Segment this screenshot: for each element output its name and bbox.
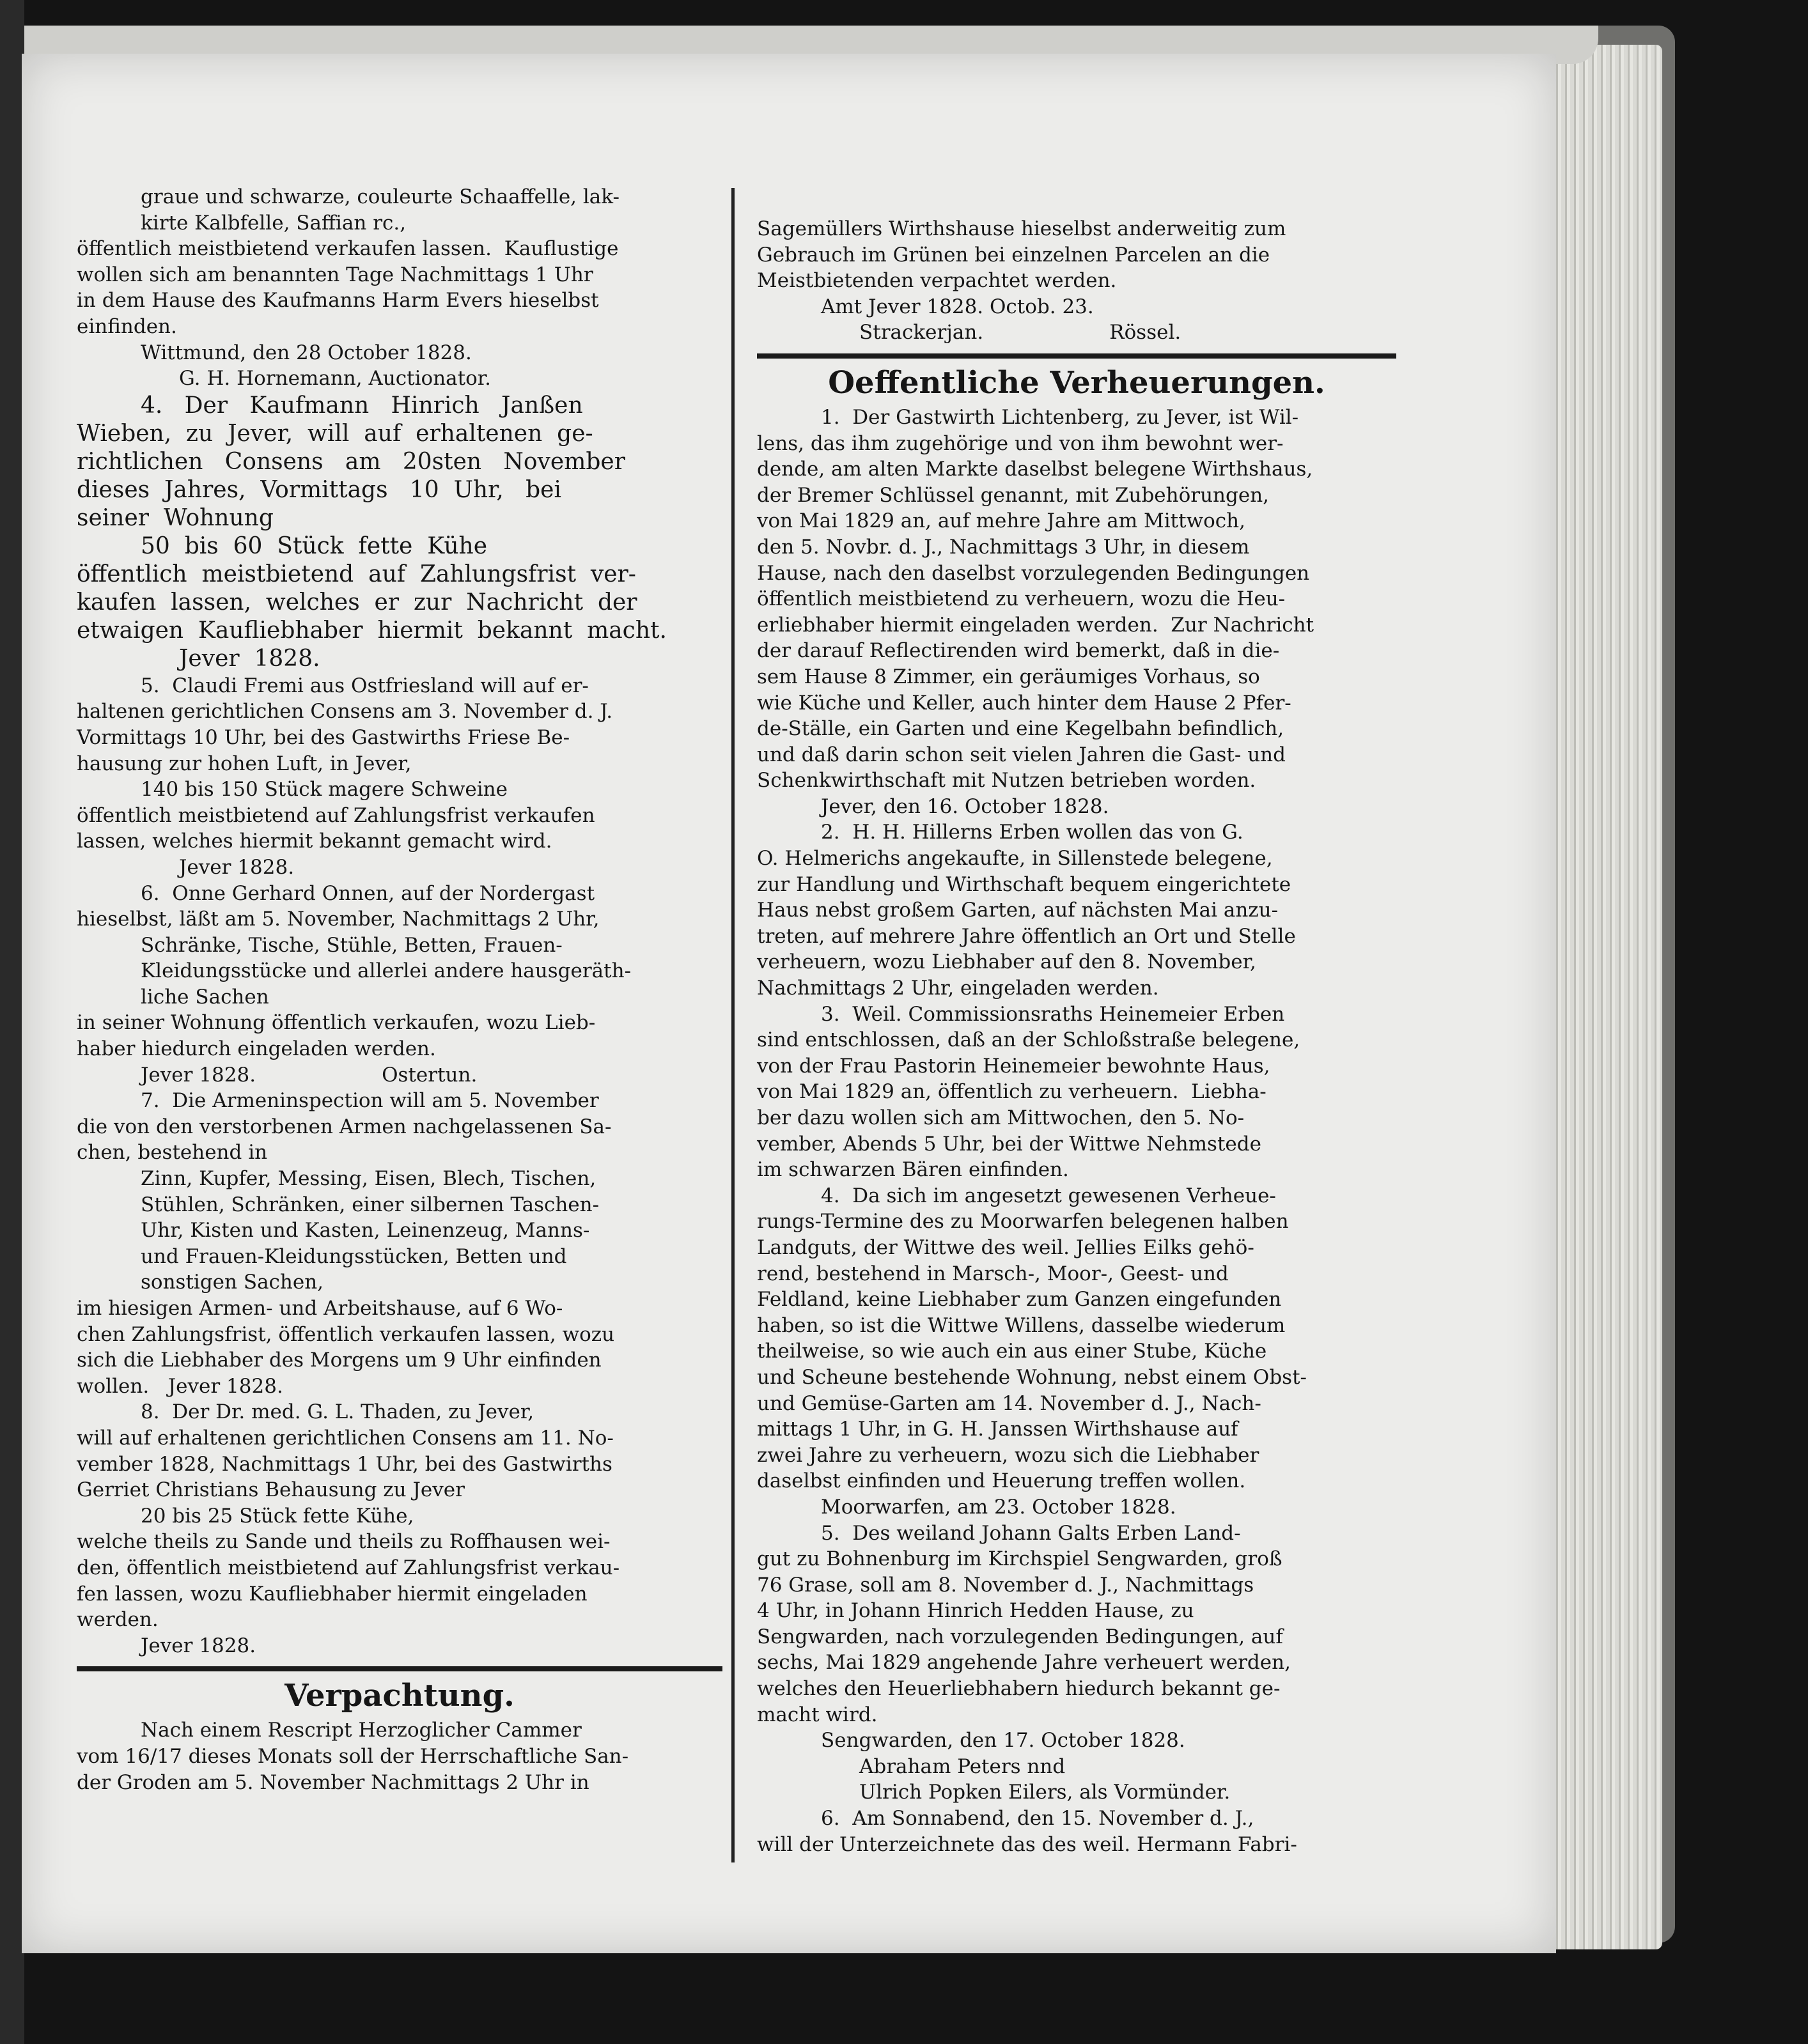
left-line: haber hiedurch eingeladen werden. <box>77 1037 436 1061</box>
left-line: öffentlich meistbietend verkaufen lassen. Kauflustige <box>77 237 619 261</box>
left-line: welche theils zu Sande und theils zu Roffhausen wei- <box>77 1530 611 1554</box>
right-line: Ulrich Popken Eilers, als Vormünder. <box>859 1781 1231 1804</box>
right-line: daselbst einfinden und Heuerung treffen wollen. <box>757 1469 1246 1493</box>
left-line: hieselbst, läßt am 5. November, Nachmittags 2 Uhr, <box>77 908 600 931</box>
section-rule <box>757 353 1396 359</box>
right-line: der darauf Reflectirenden wird bemerkt, daß in die- <box>757 639 1280 663</box>
right-line: vember, Abends 5 Uhr, bei der Wittwe Nehmstede <box>757 1132 1261 1156</box>
left-line: Jever 1828. <box>141 1634 256 1657</box>
left-line: will auf erhaltenen gerichtlichen Consens am 11. No- <box>77 1426 614 1450</box>
right-line: 4. Da sich im angesetzt gewesenen Verheue- <box>821 1184 1276 1207</box>
left-line: Wieben, zu Jever, will auf erhaltenen ge- <box>77 420 593 447</box>
left-after-line: vom 16/17 dieses Monats soll der Herrschaftliche San- <box>77 1744 629 1768</box>
right-column <box>757 216 1396 1857</box>
right-line: Haus nebst großem Garten, auf nächsten Mai anzu- <box>757 899 1279 922</box>
right-line: ber dazu wollen sich am Mittwochen, den 5. No- <box>757 1106 1245 1129</box>
right-line: mittags 1 Uhr, in G. H. Janssen Wirthshause auf <box>757 1418 1238 1441</box>
newspaper-page <box>22 54 1556 1953</box>
right-line: 1. Der Gastwirth Lichtenberg, zu Jever, ist Wil- <box>821 405 1299 429</box>
right-top-line: Sagemüllers Wirthshause hieselbst anderweitig zum <box>757 217 1286 240</box>
left-line: Zinn, Kupfer, Messing, Eisen, Blech, Tischen, <box>141 1167 596 1191</box>
left-after-line: der Groden am 5. November Nachmittags 2 Uhr in <box>77 1770 589 1794</box>
left-line: graue und schwarze, couleurte Schaaffelle, lak- <box>141 185 620 208</box>
left-line: und Frauen-Kleidungsstücken, Betten und <box>141 1244 567 1268</box>
left-line: kaufen lassen, welches er zur Nachricht der <box>77 589 637 616</box>
right-line: 5. Des weiland Johann Galts Erben Land- <box>821 1521 1241 1545</box>
right-line: rungs-Termine des zu Moorwarfen belegenen halben <box>757 1210 1289 1234</box>
right-top-line: Gebrauch im Grünen bei einzelnen Parcelen an die <box>757 243 1270 267</box>
right-top-line: Meistbietenden verpachtet werden. <box>757 269 1117 293</box>
book-spine <box>0 0 24 2044</box>
right-line: im schwarzen Bären einfinden. <box>757 1158 1069 1182</box>
right-line: Hause, nach den daselbst vorzulegenden Bedingungen <box>757 561 1310 585</box>
right-line: sechs, Mai 1829 angehende Jahre verheuert werden, <box>757 1651 1291 1675</box>
right-line: gut zu Bohnenburg im Kirchspiel Sengwarden, groß <box>757 1547 1282 1571</box>
left-line: 50 bis 60 Stück fette Kühe <box>141 532 488 559</box>
right-line: haben, so ist die Wittwe Willens, dasselbe wiederum <box>757 1313 1286 1337</box>
right-line: Sengwarden, den 17. October 1828. <box>821 1729 1185 1753</box>
left-line: sonstigen Sachen, <box>141 1271 324 1294</box>
left-line: in dem Hause des Kaufmanns Harm Evers hieselbst <box>77 289 599 313</box>
right-line: welches den Heuerliebhabern hiedurch bekannt ge- <box>757 1677 1281 1701</box>
left-heading: Verpachtung. <box>284 1678 515 1714</box>
left-column <box>77 184 722 1795</box>
right-line: Landguts, der Wittwe des weil. Jellies Eilks gehö- <box>757 1235 1254 1259</box>
right-line: der Bremer Schlüssel genannt, mit Zubehörungen, <box>757 483 1270 507</box>
left-line: lassen, welches hiermit bekannt gemacht wird. <box>77 830 552 853</box>
left-line: wollen sich am benannten Tage Nachmittags 1 Uhr <box>77 263 593 286</box>
right-line: wie Küche und Keller, auch hinter dem Hause 2 Pfer- <box>757 691 1291 715</box>
right-line: sind entschlossen, daß an der Schloßstraße belegene, <box>757 1028 1300 1052</box>
right-line: treten, auf mehrere Jahre öffentlich an Ort und Stelle <box>757 924 1296 948</box>
right-line: Jever, den 16. October 1828. <box>821 794 1109 818</box>
left-line: in seiner Wohnung öffentlich verkaufen, wozu Lieb- <box>77 1011 596 1035</box>
right-line: rend, bestehend in Marsch-, Moor-, Geest- und <box>757 1262 1229 1285</box>
left-line: wollen. Jever 1828. <box>77 1374 283 1398</box>
left-line: Vormittags 10 Uhr, bei des Gastwirths Friese Be- <box>77 725 570 749</box>
left-line: im hiesigen Armen- und Arbeitshause, auf 6 Wo- <box>77 1297 563 1320</box>
left-line: 6. Onne Gerhard Onnen, auf der Nordergast <box>141 881 595 905</box>
left-line: Stühlen, Schränken, einer silbernen Taschen- <box>141 1193 600 1216</box>
column-divider <box>731 188 735 1862</box>
right-line: zwei Jahre zu verheuern, wozu sich die Liebhaber <box>757 1443 1259 1467</box>
left-line: Jever 1828. Ostertun. <box>141 1063 478 1087</box>
left-line: liche Sachen <box>141 985 269 1009</box>
left-line: einfinden. <box>77 314 177 338</box>
right-line: von der Frau Pastorin Heinemeier bewohnte Haus, <box>757 1054 1270 1078</box>
right-line: theilweise, so wie auch ein aus einer Stube, Küche <box>757 1340 1267 1363</box>
left-line: seiner Wohnung <box>77 504 274 531</box>
left-line: 5. Claudi Fremi aus Ostfriesland will auf er- <box>141 674 589 697</box>
right-line: verheuern, wozu Liebhaber auf den 8. November, <box>757 950 1256 974</box>
right-top-line: Amt Jever 1828. Octob. 23. <box>821 295 1094 318</box>
left-line: den, öffentlich meistbietend auf Zahlungsfrist verkau- <box>77 1556 620 1579</box>
left-line: dieses Jahres, Vormittags 10 Uhr, bei <box>77 476 561 503</box>
right-line: Feldland, keine Liebhaber zum Ganzen eingefunden <box>757 1288 1282 1312</box>
right-line: von Mai 1829 an, öffentlich zu verheuern. Liebha- <box>757 1080 1266 1104</box>
left-line: Wittmund, den 28 October 1828. <box>141 341 472 364</box>
left-line: Uhr, Kisten und Kasten, Leinenzeug, Manns- <box>141 1219 590 1243</box>
left-line: G. H. Hornemann, Auctionator. <box>179 367 492 391</box>
left-line: vember 1828, Nachmittags 1 Uhr, bei des Gastwirths <box>77 1452 612 1476</box>
left-line: öffentlich meistbietend auf Zahlungsfrist verkaufen <box>77 803 595 827</box>
right-line: 6. Am Sonnabend, den 15. November d. J., <box>821 1807 1254 1831</box>
left-line: Jever 1828. <box>179 855 295 879</box>
right-line: Schenkwirthschaft mit Nutzen betrieben worden. <box>757 769 1256 793</box>
left-line: fen lassen, wozu Kaufliebhaber hiermit eingeladen <box>77 1582 588 1606</box>
left-line: werden. <box>77 1608 159 1632</box>
left-line: 140 bis 150 Stück magere Schweine <box>141 778 508 801</box>
left-line: hausung zur hohen Luft, in Jever, <box>77 752 412 775</box>
right-heading: Oeffentliche Verheuerungen. <box>828 364 1325 401</box>
left-line: 4. Der Kaufmann Hinrich Janßen <box>141 392 583 419</box>
right-line: Sengwarden, nach vorzulegenden Bedingungen, auf <box>757 1625 1283 1648</box>
right-top-line: Strackerjan. Rössel. <box>859 321 1181 345</box>
left-line: Schränke, Tische, Stühle, Betten, Frauen- <box>141 933 563 957</box>
right-line: 2. H. H. Hillerns Erben wollen das von G. <box>821 821 1243 844</box>
right-line: de-Ställe, ein Garten und eine Kegelbahn befindlich, <box>757 717 1284 741</box>
right-line: macht wird. <box>757 1703 878 1726</box>
right-line: O. Helmerichs angekaufte, in Sillenstede belegene, <box>757 847 1273 871</box>
right-line: und Scheune bestehende Wohnung, nebst einem Obst- <box>757 1365 1307 1389</box>
left-after-line: Nach einem Rescript Herzoglicher Cammer <box>141 1719 582 1742</box>
right-line: zur Handlung und Wirthschaft bequem eingerichtete <box>757 872 1291 896</box>
left-line: Jever 1828. <box>179 645 320 672</box>
left-line: richtlichen Consens am 20sten November <box>77 448 625 475</box>
left-line: etwaigen Kaufliebhaber hiermit bekannt macht. <box>77 617 667 644</box>
right-line: will der Unterzeichnete das des weil. Hermann Fabri- <box>757 1832 1297 1856</box>
left-line: öffentlich meistbietend auf Zahlungsfrist ver- <box>77 561 636 587</box>
right-line: Nachmittags 2 Uhr, eingeladen werden. <box>757 977 1159 1000</box>
left-line: Kleidungsstücke und allerlei andere hausgeräth- <box>141 959 632 983</box>
right-line: Moorwarfen, am 23. October 1828. <box>821 1495 1176 1519</box>
right-line: und daß darin schon seit vielen Jahren die Gast- und <box>757 743 1286 766</box>
left-line: 8. Der Dr. med. G. L. Thaden, zu Jever, <box>141 1400 534 1424</box>
left-line: chen Zahlungsfrist, öffentlich verkaufen lassen, wozu <box>77 1322 615 1346</box>
left-line: 7. Die Armeninspection will am 5. November <box>141 1089 599 1113</box>
left-line: haltenen gerichtlichen Consens am 3. November d. J. <box>77 700 613 724</box>
right-line: dende, am alten Markte daselbst belegene Wirthshaus, <box>757 458 1313 481</box>
right-line: 3. Weil. Commissionsraths Heinemeier Erben <box>821 1002 1285 1026</box>
right-line: Abraham Peters nnd <box>859 1754 1066 1778</box>
right-line: 4 Uhr, in Johann Hinrich Hedden Hause, zu <box>757 1599 1194 1623</box>
left-line: Gerriet Christians Behausung zu Jever <box>77 1478 465 1502</box>
right-line: den 5. Novbr. d. J., Nachmittags 3 Uhr, in diesem <box>757 535 1250 559</box>
left-line: kirte Kalbfelle, Saffian rc., <box>141 211 407 235</box>
right-line: 76 Grase, soll am 8. November d. J., Nachmittags <box>757 1573 1254 1597</box>
right-line: erliebhaber hiermit eingeladen werden. Zur Nachricht <box>757 613 1314 637</box>
right-line: öffentlich meistbietend zu verheuern, wozu die Heu- <box>757 587 1286 611</box>
right-line: und Gemüse-Garten am 14. November d. J., Nach- <box>757 1391 1261 1415</box>
right-line: von Mai 1829 an, auf mehre Jahre am Mittwoch, <box>757 509 1245 533</box>
section-rule <box>77 1666 722 1671</box>
left-line: chen, bestehend in <box>77 1141 268 1165</box>
right-line: lens, das ihm zugehörige und von ihm bewohnt wer- <box>757 431 1284 455</box>
left-line: die von den verstorbenen Armen nachgelassenen Sa- <box>77 1115 612 1138</box>
left-line: 20 bis 25 Stück fette Kühe, <box>141 1504 414 1528</box>
right-line: sem Hause 8 Zimmer, ein geräumiges Vorhaus, so <box>757 665 1260 688</box>
left-line: sich die Liebhaber des Morgens um 9 Uhr einfinden <box>77 1349 602 1372</box>
